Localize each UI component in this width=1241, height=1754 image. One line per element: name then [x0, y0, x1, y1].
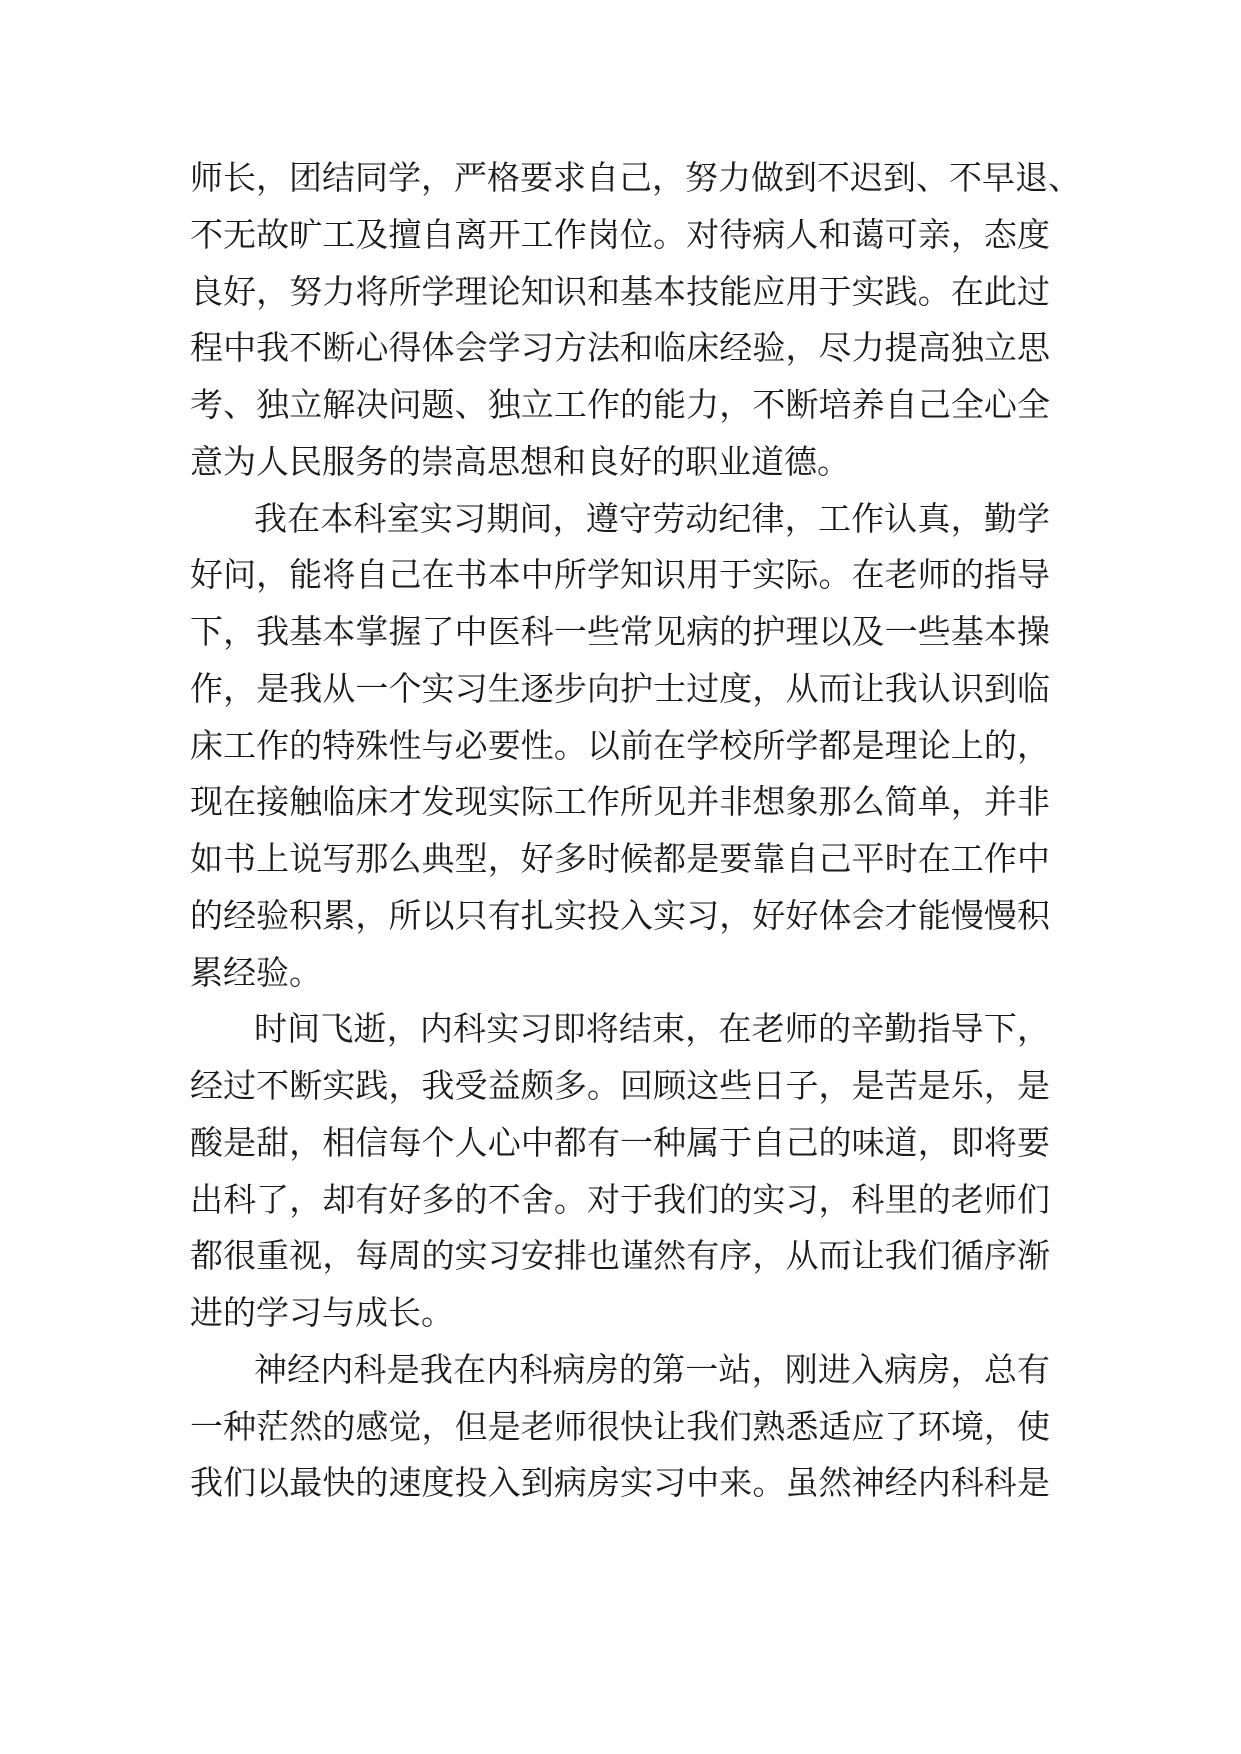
text-line: 下，我基本掌握了中医科一些常见病的护理以及一些基本操	[190, 612, 1050, 651]
text-line: 考、独立解决问题、独立工作的能力，不断培养自己全心全	[190, 385, 1050, 424]
text-line: 神经内科是我在内科病房的第一站，刚进入病房，总有	[254, 1349, 1050, 1389]
text-line: 作，是我从一个实习生逐步向护士过度，从而让我认识到临	[190, 668, 1050, 708]
text-line: 程中我不断心得体会学习方法和临床经验，尽力提高独立思	[190, 328, 1050, 368]
paragraph-1	[190, 150, 1081, 491]
text-line: 经过不断实践，我受益颇多。回顾这些日子，是苦是乐，是	[190, 1066, 1050, 1105]
text-line: 的经验积累，所以只有扎实投入实习，好好体会才能慢慢积	[190, 895, 1050, 935]
text-line: 出科了，却有好多的不舍。对于我们的实习，科里的老师们	[190, 1179, 1050, 1219]
text-line: 好问，能将自己在书本中所学知识用于实际。在老师的指导	[190, 555, 1050, 595]
text-line: 都很重视，每周的实习安排也谨然有序，从而让我们循序渐	[190, 1236, 1050, 1276]
text-line: 我在本科室实习期间，遵守劳动纪律，工作认真，勤学	[254, 498, 1050, 538]
text-line: 意为人民服务的崇高思想和良好的职业道德。	[190, 441, 850, 481]
paragraph-4	[190, 1342, 1050, 1512]
text-line: 现在接触临床才发现实际工作所见并非想象那么简单，并非	[190, 782, 1050, 822]
text-line: 师长，团结同学，严格要求自己，努力做到不迟到、不早退、	[190, 158, 1081, 197]
text-line: 如书上说写那么典型，好多时候都是要靠自己平时在工作中	[190, 839, 1050, 878]
text-line: 床工作的特殊性与必要性。以前在学校所学都是理论上的，	[190, 725, 1050, 765]
text-line: 良好，努力将所学理论知识和基本技能应用于实践。在此过	[190, 271, 1050, 311]
text-line: 不无故旷工及擅自离开工作岗位。对待病人和蔼可亲，态度	[190, 214, 1050, 254]
text-line: 累经验。	[190, 952, 322, 992]
text-line: 我们以最快的速度投入到病房实习中来。虽然神经内科科是	[190, 1463, 1050, 1503]
text-line: 酸是甜，相信每个人心中都有一种属于自己的味道，即将要	[190, 1122, 1050, 1162]
paragraph-2	[190, 491, 1050, 1002]
text-line: 一种茫然的感觉，但是老师很快让我们熟悉适应了环境，使	[190, 1406, 1050, 1446]
paragraph-3	[190, 1001, 1050, 1342]
body-text	[190, 150, 1081, 1512]
text-line: 时间飞逝，内科实习即将结束，在老师的辛勤指导下，	[254, 1009, 1050, 1049]
text-line: 进的学习与成长。	[190, 1293, 454, 1332]
